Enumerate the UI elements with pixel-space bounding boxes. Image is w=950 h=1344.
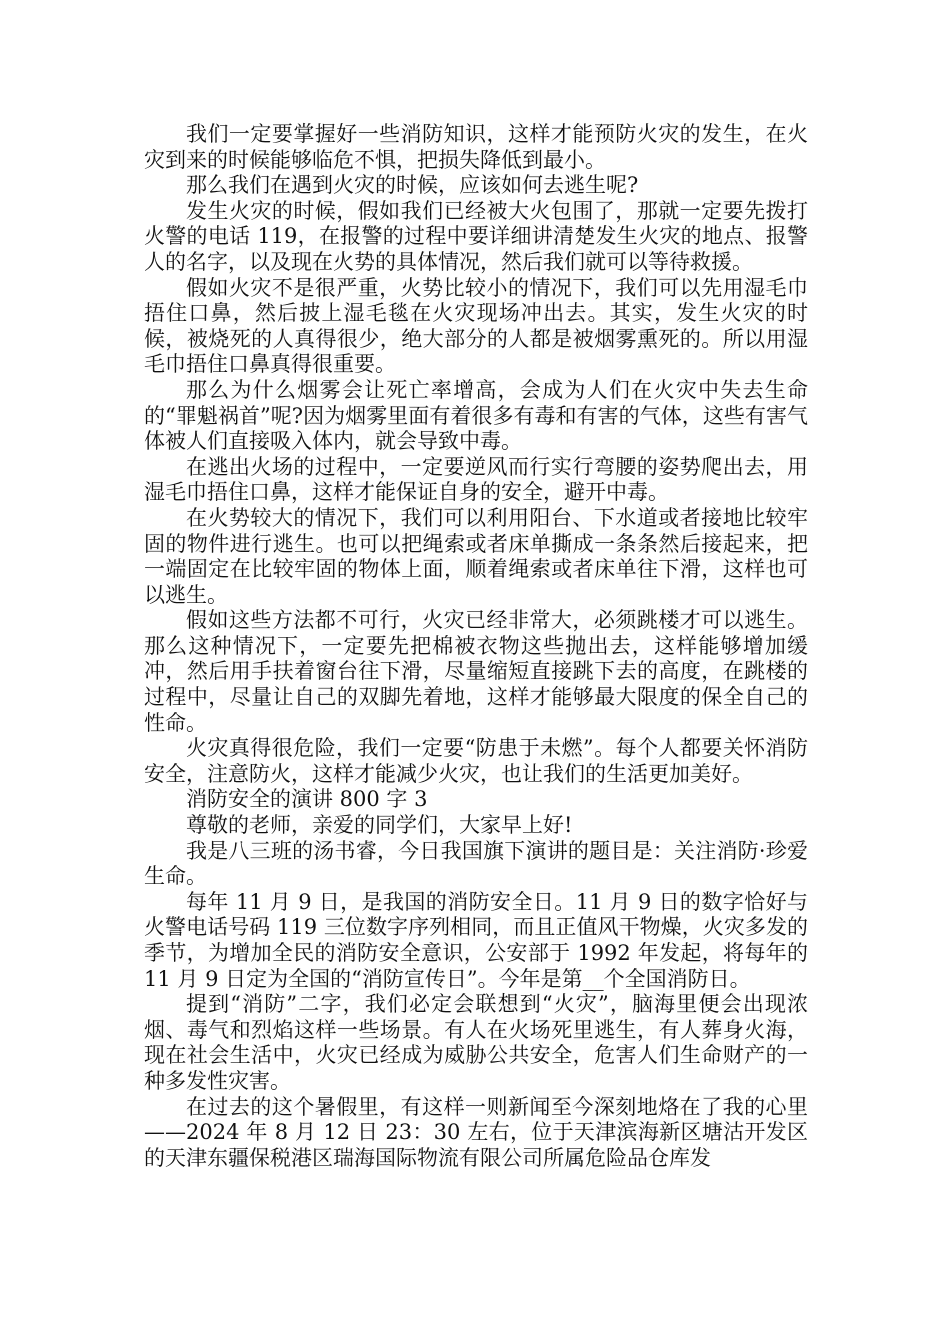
paragraph: 发生火灾的时候，假如我们已经被大火包围了，那就一定要先拨打火警的电话 119，在报警的过程中要详细讲清楚发生火灾的地点、报警人的名字，以及现在火势的具体情况，然后我们就可以等待救援。	[144, 198, 808, 274]
document-body	[144, 122, 808, 1171]
paragraph: 我们一定要掌握好一些消防知识，这样才能预防火灾的发生，在火灾到来的时候能够临危不惧，把损失降低到最小。	[144, 122, 808, 172]
paragraph: 我是八三班的汤书睿，今日我国旗下演讲的题目是：关注消防·珍爱生命。	[144, 838, 808, 889]
paragraph: 提到“消防”二字，我们必定会联想到“火灾”，脑海里便会出现浓烟、毒气和烈焰这样一些场景。有人在火场死里逃生，有人葬身火海，现在社会生活中，火灾已经成为威胁公共安全，危害人们生命财产的一种多发性灾害。	[144, 992, 808, 1093]
paragraph: 火灾真得很危险，我们一定要“防患于未燃”。每个人都要关怀消防安全，注意防火，这样才能减少火灾，也让我们的生活更加美好。	[144, 736, 808, 786]
paragraph: 在逃出火场的过程中，一定要逆风而行实行弯腰的姿势爬出去，用湿毛巾捂住口鼻，这样才能保证自身的安全，避开中毒。	[144, 454, 808, 505]
paragraph: 假如火灾不是很严重，火势比较小的情况下，我们可以先用湿毛巾捂住口鼻，然后披上湿毛毯在火灾现场冲出去。其实，发生火灾的时候，被烧死的人真得很少，绝大部分的人都是被烟雾熏死的。所以用湿毛巾捂住口鼻真得很重要。	[144, 275, 808, 377]
paragraph: 在火势较大的情况下，我们可以利用阳台、下水道或者接地比较牢固的物件进行逃生。也可以把绳索或者床单撕成一条条然后接起来，把一端固定在比较牢固的物体上面，顺着绳索或者床单往下滑，这样也可以逃生。	[144, 505, 808, 607]
paragraph: 假如这些方法都不可行，火灾已经非常大，必须跳楼才可以逃生。那么这种情况下，一定要先把棉被衣物这些抛出去，这样能够增加缓冲，然后用手扶着窗台往下滑，尽量缩短直接跳下去的高度，在跳楼的过程中，尽量让自己的双脚先着地，这样才能够最大限度的保全自己的性命。	[144, 608, 808, 735]
paragraph: 那么我们在遇到火灾的时候，应该如何去逃生呢?	[186, 173, 639, 198]
paragraph: 每年 11 月 9 日，是我国的消防安全日。11 月 9 日的数字恰好与火警电话号码 119 三位数字序列相同，而且正值风干物燥，火灾多发的季节，为增加全民的消防安全意识，公安部于 1992 年发起，将每年的 11 月 9 日定为全国的“消防宣传日”。今年是第__个全国消防日。	[144, 889, 808, 991]
section-heading: 消防安全的演讲 800 字 3	[186, 787, 428, 812]
paragraph: 那么为什么烟雾会让死亡率增高，会成为人们在火灾中失去生命的“罪魁祸首”呢?因为烟雾里面有着很多有毒和有害的气体，这些有害气体被人们直接吸入体内，就会导致中毒。	[144, 377, 808, 454]
greeting: 尊敬的老师，亲爱的同学们，大家早上好!	[186, 813, 573, 838]
paragraph: 在过去的这个暑假里，有这样一则新闻至今深刻地烙在了我的心里——2024 年 8 月 12 日 23：30 左右，位于天津滨海新区塘沽开发区的天津东疆保税港区瑞海国际物流有限公司所属危险品仓库发	[144, 1094, 808, 1170]
